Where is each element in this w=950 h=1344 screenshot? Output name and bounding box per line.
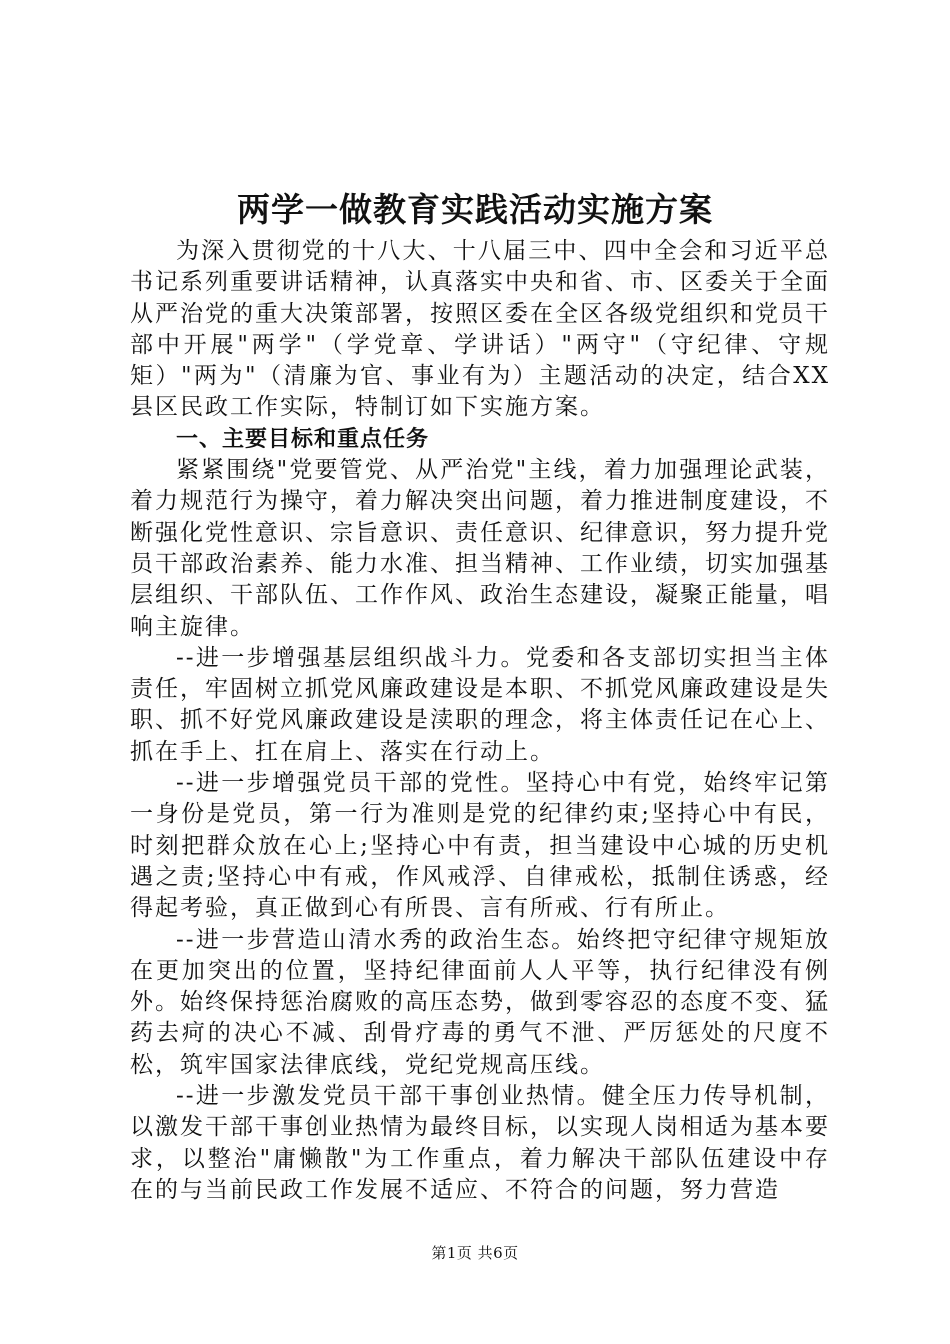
item-paragraph-enthusiasm: --进一步激发党员干部干事创业热情。健全压力传导机制，以激发干部干事创业热情为最终目标，以实现人岗相适为基本要求，以整治"庸懒散"为工作重点，着力解决干部队伍建设中存在的与当前民政工作发展不适应、不符合的问题，努力营造 xyxy=(130,1083,830,1203)
document-body xyxy=(130,236,830,1206)
item-paragraph-party-spirit: --进一步增强党员干部的党性。坚持心中有党，始终牢记第一身份是党员，第一行为准则是党的纪律约束;坚持心中有民，时刻把群众放在心上;坚持心中有责，担当建设中心城的历史机遇之责;坚持心中有戒，作风戒浮、自律戒松，抵制住诱惑，经得起考验，真正做到心有所畏、言有所戒、行有所止。 xyxy=(130,770,830,922)
document-title: 两学一做教育实践活动实施方案 xyxy=(237,190,713,229)
section-heading: 一、主要目标和重点任务 xyxy=(176,426,430,452)
item-paragraph-organization: --进一步增强基层组织战斗力。党委和各支部切实担当主体责任，牢固树立抓党风廉政建设是本职、不抓党风廉政建设是失职、抓不好党风廉政建设是渎职的理念，将主体责任记在心上、抓在手上、扛在肩上、落实在行动上。 xyxy=(130,644,830,765)
goals-paragraph: 紧紧围绕"党要管党、从严治党"主线，着力加强理论武装，着力规范行为操守，着力解决突出问题，着力推进制度建设，不断强化党性意识、宗旨意识、责任意识、纪律意识，努力提升党员干部政治素养、能力水准、担当精神、工作业绩，切实加强基层组织、干部队伍、工作作风、政治生态建设，凝聚正能量，唱响主旋律。 xyxy=(130,457,830,640)
page-number-footer: 第1页 共6页 xyxy=(431,1244,519,1262)
item-paragraph-political-ecology: --进一步营造山清水秀的政治生态。始终把守纪律守规矩放在更加突出的位置，坚持纪律面前人人平等，执行纪律没有例外。始终保持惩治腐败的高压态势，做到零容忍的态度不变、猛药去疴的决心不减、刮骨疗毒的勇气不泄、严厉惩处的尺度不松，筑牢国家法律底线，党纪党规高压线。 xyxy=(130,926,830,1078)
intro-paragraph: 为深入贯彻党的十八大、十八届三中、四中全会和习近平总书记系列重要讲话精神，认真落实中央和省、市、区委关于全面从严治党的重大决策部署，按照区委在全区各级党组织和党员干部中开展"两学"（学党章、学讲话）"两守"（守纪律、守规矩）"两为"（清廉为官、事业有为）主题活动的决定，结合XX县区民政工作实际，特制订如下实施方案。 xyxy=(130,238,830,421)
